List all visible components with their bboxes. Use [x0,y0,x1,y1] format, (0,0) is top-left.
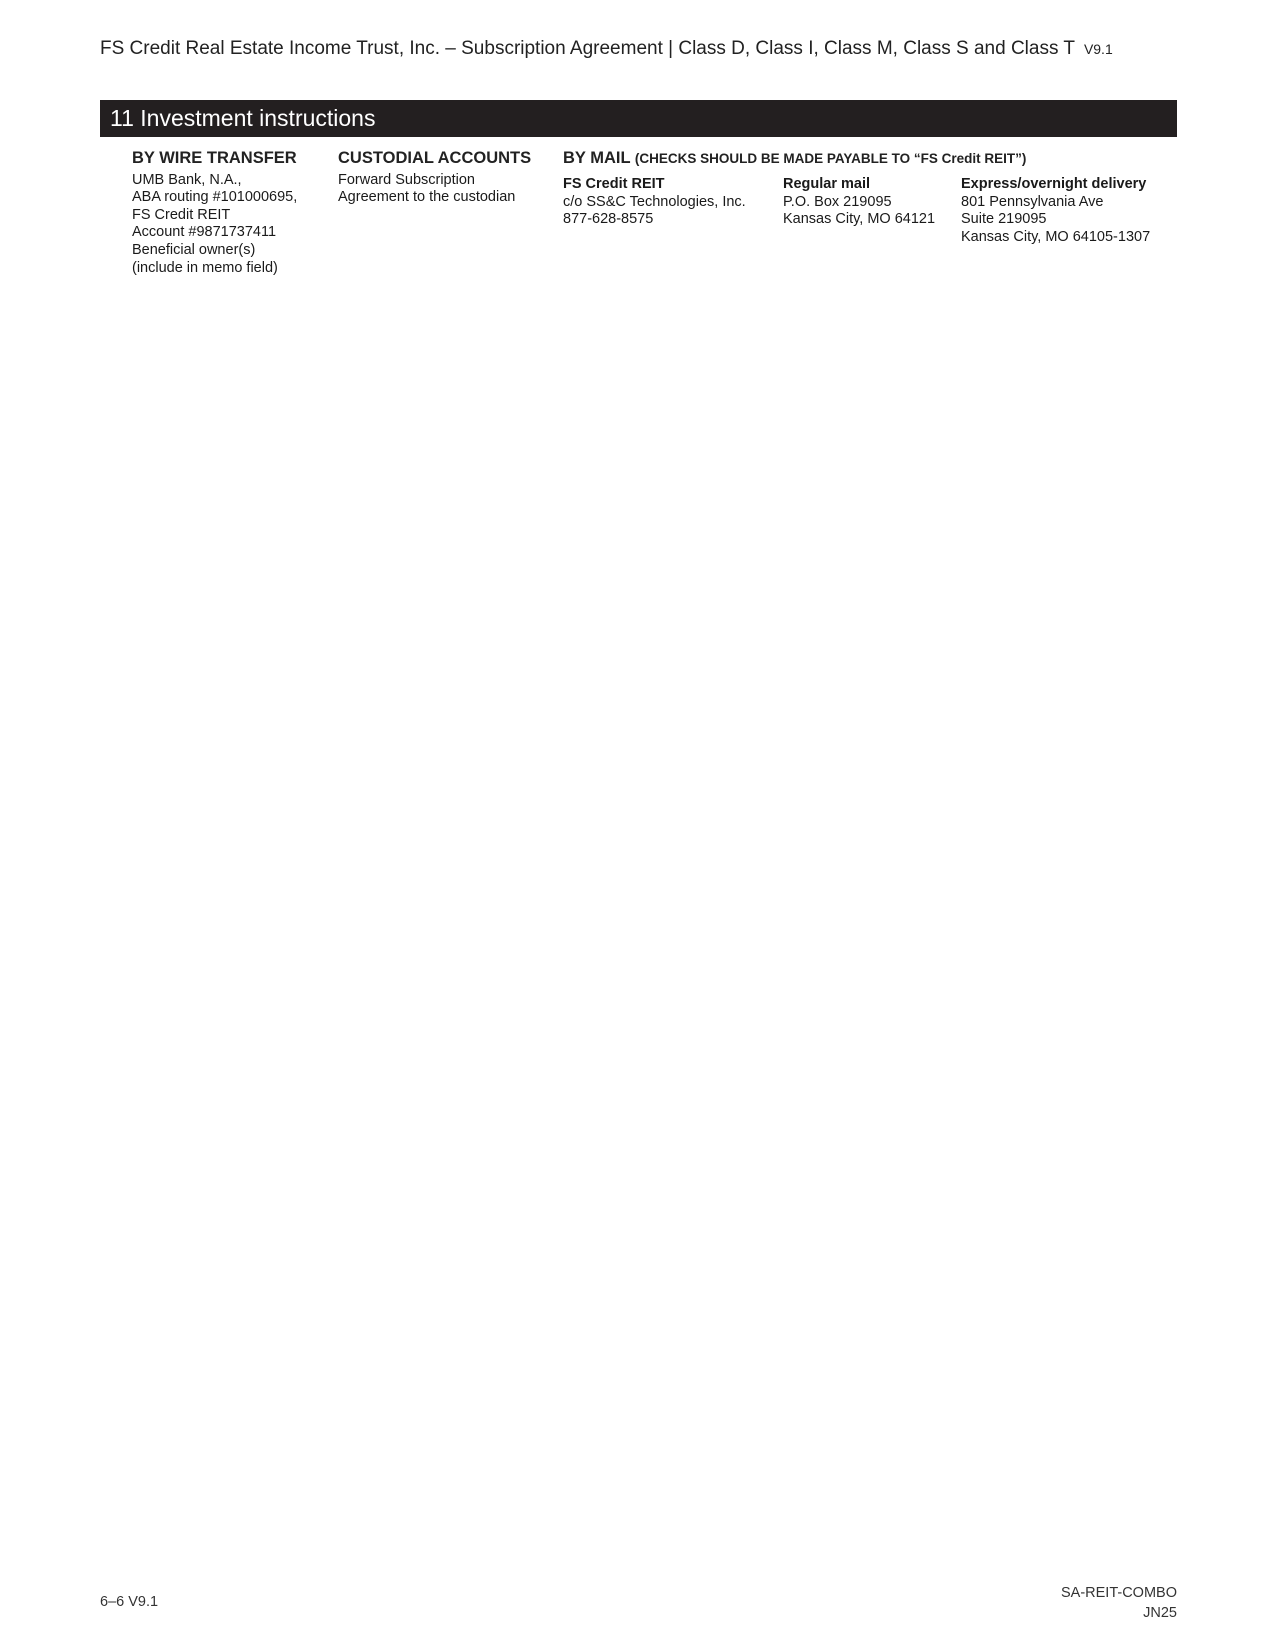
custodial-line: Agreement to the custodian [338,189,516,206]
by-mail-label: BY MAIL [563,149,631,167]
wire-line: FS Credit REIT [132,206,231,223]
wire-transfer-heading: BY WIRE TRANSFER [132,149,297,167]
by-mail-heading-row [563,150,1026,172]
document-version: V9.1 [1083,41,1113,57]
custodial-accounts-heading: CUSTODIAL ACCOUNTS [338,149,532,167]
wire-line: Account #9871737411 [132,224,277,241]
mail-payee-line: c/o SS&C Technologies, Inc. [563,193,746,210]
express-delivery-line: 801 Pennsylvania Ave [961,193,1104,210]
mail-payee-line: 877-628-8575 [563,211,654,228]
form-code: SA-REIT-COMBO [1060,1585,1177,1601]
regular-mail-block [783,176,935,229]
by-mail-heading [563,150,1026,168]
wire-line: UMB Bank, N.A., [132,171,242,188]
mail-payee-title: FS Credit REIT [563,176,665,192]
section-title-bar: 11 Investment instructions [100,100,1177,137]
express-delivery-block [961,176,1150,246]
document-title: FS Credit Real Estate Income Trust, Inc. – Subscription Agreement | Class D, Class I, Class M, Class S and Class T [100,38,1075,59]
by-mail-payable-note: (CHECKS SHOULD BE MADE PAYABLE TO “FS Credit REIT”) [634,151,1027,166]
wire-transfer-column [132,150,297,277]
regular-mail-line: P.O. Box 219095 [783,193,892,210]
express-delivery-line: Suite 219095 [961,211,1047,228]
regular-mail-line: Kansas City, MO 64121 [783,211,936,228]
express-delivery-title: Express/overnight delivery [961,176,1147,192]
wire-line: (include in memo field) [132,259,278,276]
form-date-code: JN25 [1143,1605,1177,1621]
wire-line: ABA routing #101000695, [132,189,298,206]
express-delivery-line: Kansas City, MO 64105-1307 [961,228,1151,245]
regular-mail-title: Regular mail [783,176,871,192]
form-code-block [1061,1583,1177,1623]
mail-payee-block [563,176,746,229]
wire-line: Beneficial owner(s) [132,241,256,258]
custodial-accounts-column [338,150,531,207]
page-header [100,38,1113,60]
custodial-line: Forward Subscription [338,171,475,188]
page-number: 6–6 V9.1 [100,1594,159,1610]
